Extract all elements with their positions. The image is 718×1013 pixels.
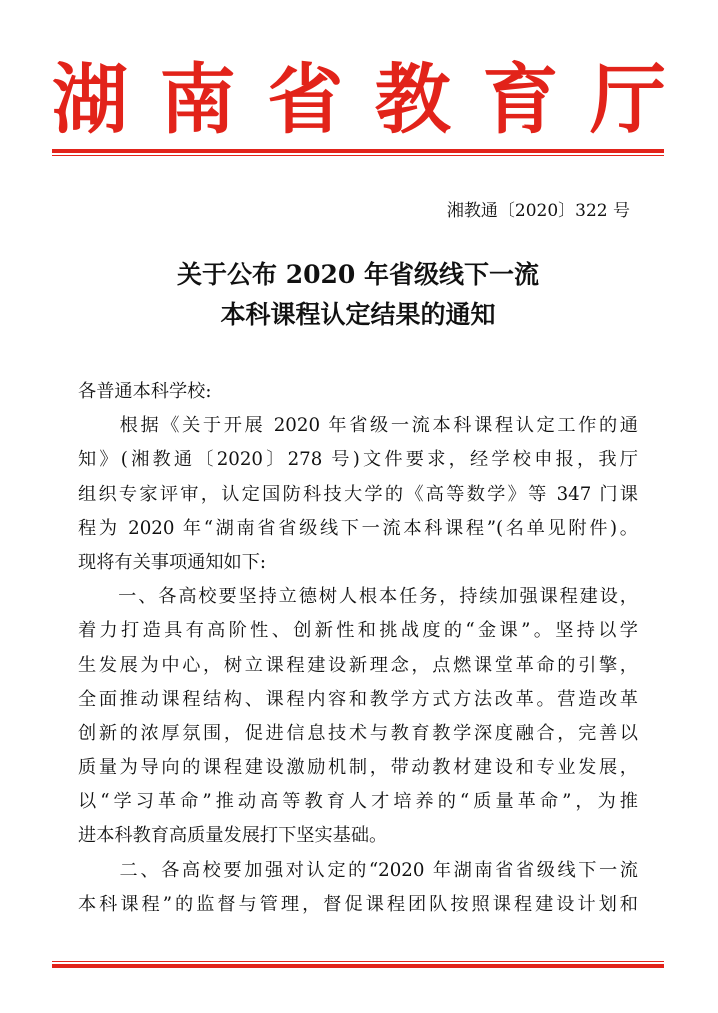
letterhead-char: 育 — [482, 55, 559, 144]
body-text-line: 本科课程”的监督与管理，督促课程团队按照课程建设计划和 — [78, 893, 638, 915]
footer-rule-thin — [52, 961, 664, 962]
body-text-line: 程为 2020 年“湖南省省级线下一流本科课程”(名单见附件)。 — [78, 517, 638, 539]
letterhead-rule-thin — [52, 155, 664, 156]
body-text-line: 创新的浓厚氛围，促进信息技术与教育教学深度融合，完善以 — [78, 722, 638, 744]
body-text-line: 以“学习革命”推动高等教育人才培养的“质量革命”，为推 — [78, 791, 638, 813]
document-body — [78, 375, 638, 922]
letterhead-title — [52, 55, 666, 144]
body-text-line: 生发展为中心，树立课程建设新理念，点燃课堂革命的引擎， — [78, 654, 638, 676]
letterhead-char: 厅 — [589, 55, 666, 144]
body-text-line: 各普通本科学校: — [78, 381, 212, 402]
letterhead-rule-thick — [52, 149, 664, 153]
body-text-line: 知》(湘教通〔2020〕278 号)文件要求，经学校申报，我厅 — [78, 449, 638, 471]
body-text-line: 着力打造具有高阶性、创新性和挑战度的“金课”。坚持以学 — [78, 620, 638, 642]
letterhead-char: 湖 — [52, 55, 128, 144]
body-text-line: 全面推动课程结构、课程内容和教学方式方法改革。营造改革 — [78, 688, 638, 710]
document-title — [52, 255, 664, 335]
letterhead-char: 南 — [159, 55, 236, 144]
body-text-line: 一、各高校要坚持立德树人根本任务，持续加强课程建设， — [78, 586, 638, 608]
body-text-line: 质量为导向的课程建设激励机制，带动教材建设和专业发展， — [78, 757, 638, 779]
letterhead-char: 教 — [374, 55, 451, 144]
body-text-line: 二、各高校要加强对认定的“2020 年湖南省省级线下一流 — [78, 859, 638, 881]
document-number: 湘教通〔2020〕322 号 — [446, 201, 630, 221]
body-text-line: 现将有关事项通知如下: — [78, 551, 267, 573]
body-text-line: 根据《关于开展 2020 年省级一流本科课程认定工作的通 — [78, 415, 638, 437]
document-title-line-1: 关于公布 2020 年省级线下一流 — [177, 260, 539, 289]
body-text-line: 组织专家评审，认定国防科技大学的《高等数学》等 347 门课 — [78, 483, 638, 505]
body-text-line: 进本科教育高质量发展打下坚实基础。 — [78, 825, 388, 847]
footer-rule-thick — [52, 964, 664, 968]
document-title-line-2: 本科课程认定结果的通知 — [220, 300, 496, 329]
letterhead-char: 省 — [267, 55, 344, 144]
